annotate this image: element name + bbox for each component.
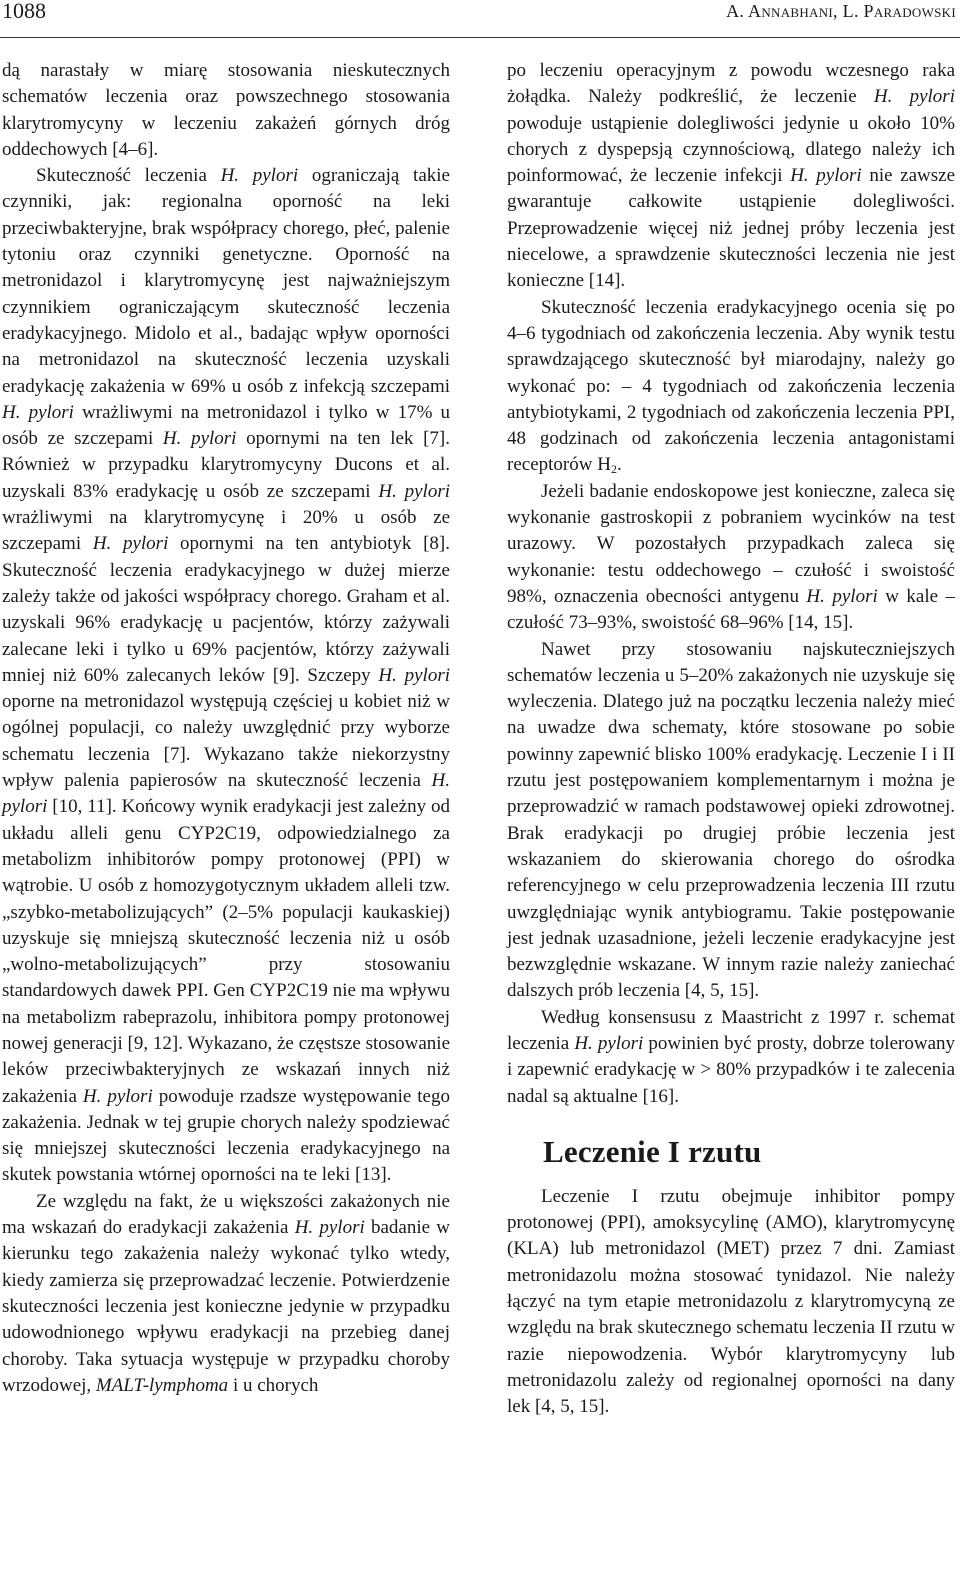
page-number: 1088 <box>2 0 46 23</box>
paragraph: dą narastały w miarę stosowania nieskutecznych schematów leczenia oraz powszechnego stosowania klarytromycyny w leczeniu zakażeń górnych dróg oddechowych [4–6]. <box>2 60 450 160</box>
right-column <box>507 58 955 1421</box>
paragraph: Leczenie I rzutu obejmuje inhibitor pompy protonowej (PPI), amoksycylinę (AMO), klarytromycynę (KLA) lub metronidazol (MET) przez 7 dni. Zamiast metronidazolu można stosować tynidazol. Nie należy łączyć na tym etapie metronidazolu z klarytromycyną ze względu na brak skutecznego schematu leczenia II rzutu w razie niepowodzenia. Wybór klarytromycyny lub metronidazolu zależy od regionalnej oporności na dany lek [4, 5, 15]. <box>507 1185 955 1418</box>
paragraph: Ze względu na fakt, że u większości zakażonych nie ma wskazań do eradykacji zakażenia H. pylori badanie w kierunku tego zakażenia należy wykonać tylko wtedy, kiedy zamierza się przeprowadzać leczenie. Potwierdzenie skuteczności leczenia jest konieczne jedynie w przypadku udowodnionego wpływu eradykacji na przebieg danej choroby. Taka sytuacja występuje w przypadku choroby wrzodowej, MALT-lymphoma i u chorych <box>2 1190 450 1396</box>
page-header <box>0 0 960 30</box>
paragraph: Jeżeli badanie endoskopowe jest konieczne, zaleca się wykonanie gastroskopii z pobraniem wycinków na test urazowy. W pozostałych przypadkach zaleca się wykonanie: testu oddechowego – czułość i swoistość 98%, oznaczenia obecności antygenu H. pylori w kale – czułość 73–93%, swoistość 68–96% [14, 15]. <box>507 480 955 634</box>
paragraph: Skuteczność leczenia eradykacyjnego ocenia się po 4–6 tygodniach od zakończenia leczenia. Aby wynik testu sprawdzającego skuteczność był miarodajny, należy go wykonać po: – 4 tygodniach od zakończenia leczenia antybiotykami, 2 tygodniach od zakończenia leczenia PPI, 48 godzinach od zakończenia leczenia antagonistami receptorów $H_2$. <box>507 296 955 477</box>
running-head: A. Annabhani, L. Paradowski <box>726 1 956 21</box>
paragraph: Skuteczność leczenia H. pylori ograniczają takie czynniki, jak: regionalna oporność na leki przeciwbakteryjne, brak współpracy chorego, płeć, palenie tytoniu oraz czynniki genetyczne. Oporność na metronidazol i klarytromycynę jest najważniejszym czynnikiem ograniczającym skuteczność leczenia eradykacyjnego. Midolo et al., badając wpływ oporności na metronidazol na skuteczność leczenia uzyskali eradykację zakażenia w 69% u osób z infekcją szczepami H. pylori wrażliwymi na metronidazol i tylko w 17% u osób ze szczepami H. pylori opornymi na ten lek [7]. Również w przypadku klarytromycyny Ducons et al. uzyskali 83% eradykację u osób ze szczepami H. pylori wrażliwymi na klarytromycynę i 20% u osób ze szczepami H. pylori opornymi na ten antybiotyk [8]. Skuteczność leczenia eradykacyjnego w dużej mierze zależy także od jakości współpracy chorego. Graham et al. uzyskali 96% eradykację u pacjentów, którzy zażywali zalecane leki i tylko u 69% pacjentów, którzy zażywali mniej niż 60% zalecanych leków [9]. Szczepy H. pylori oporne na metronidazol występują częściej u kobiet niż w ogólnej populacji, co należy uwzględnić przy wyborze schematu leczenia [7]. Wykazano także niekorzystny wpływ palenia papierosów na skuteczność leczenia H. pylori [10, 11]. Końcowy wynik eradykacji jest zależny od układu alleli genu CYP2C19, odpowiedzialnego za metabolizm inhibitorów pompy protonowej (PPI) w wątrobie. U osób z homozygotycznym układem alleli tzw. „szybko-metabolizujących” (2–5% populacji kaukaskiej) uzyskuje się mniejszą skuteczność leczenia niż u osób „wolno-metabolizujących” przy stosowaniu standardowych dawek PPI. Gen CYP2C19 nie ma wpływu na metabolizm rabeprazolu, inhibitora pompy protonowej nowej generacji [9, 12]. Wykazano, że częstsze stosowanie leków przeciwbakteryjnych ze wskazań innych niż zakażenia H. pylori powoduje rzadsze występowanie tego zakażenia. Jednak w tej grupie chorych należy spodziewać się mniejszej skuteczności leczenia eradykacyjnego na skutek powstania wtórnej oporności na te leki [13]. <box>2 165 451 1186</box>
paragraph: Nawet przy stosowaniu najskuteczniejszych schematów leczenia u 5–20% zakażonych nie uzyskuje się wyleczenia. Dlatego już na początku leczenia należy mieć na uwadze dwa schematy, które stosowane po sobie powinny zapewnić blisko 100% eradykację. Leczenie I i II rzutu jest postępowaniem komplementarnym i można je przeprowadzić w ramach podstawowej opieki zdrowotnej. Brak eradykacji po drugiej próbie leczenia jest wskazaniem do skierowania chorego do ośrodka referencyjnego w celu przeprowadzenia leczenia III rzutu uwzględniając wynik antybiogramu. Takie postępowanie jest jednak uzasadnione, jeżeli leczenie eradykacyjne jest bezwzględnie wskazane. W innym razie należy zaniechać dalszych prób leczenia [4, 5, 15]. <box>507 638 955 1002</box>
paragraph: po leczeniu operacyjnym z powodu wczesnego raka żołądka. Należy podkreślić, że leczenie H. pylori powoduje ustąpienie dolegliwości jedynie u około 10% chorych z dyspepsją czynnościową, dlatego należy ich poinformować, że leczenie infekcji H. pylori nie zawsze gwarantuje całkowite ustąpienie dolegliwości. Przeprowadzenie więcej niż jednej próby leczenia jest niecelowe, a sprawdzenie skuteczności leczenia nie jest konieczne [14]. <box>507 60 956 292</box>
paragraph: Według konsensusu z Maastricht z 1997 r. schemat leczenia H. pylori powinien być prosty, dobrze tolerowany i zapewnić eradykację w > 80% przypadków i te zalecenia nadal są aktualne [16]. <box>507 1006 956 1107</box>
header-rule <box>0 37 960 38</box>
left-column <box>2 58 450 1399</box>
section-heading: Leczenie I rzutu <box>543 1133 762 1169</box>
